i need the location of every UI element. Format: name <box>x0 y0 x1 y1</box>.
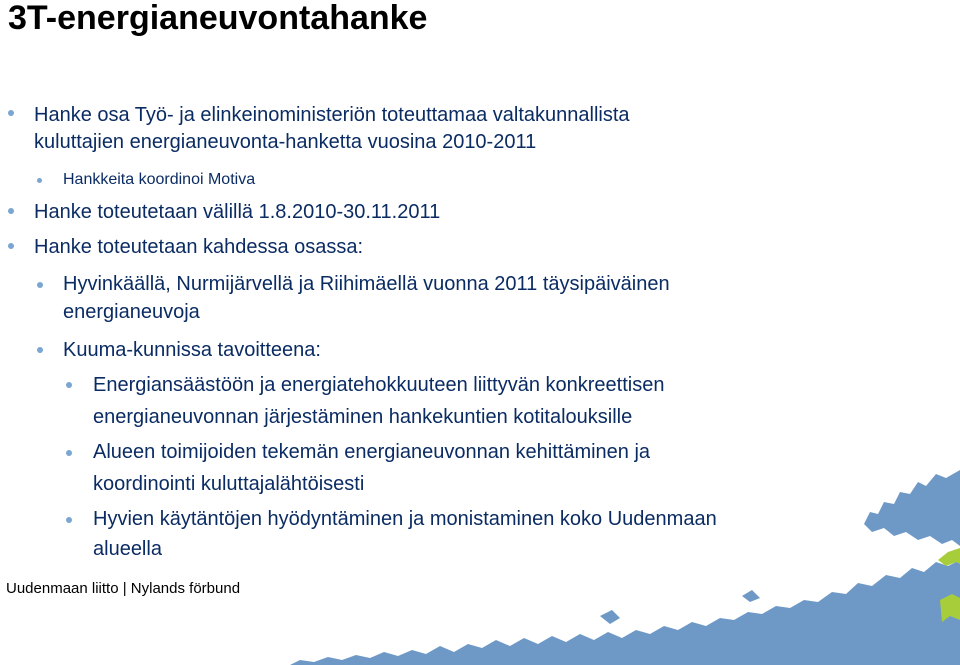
bullet-icon <box>37 347 43 353</box>
bullet-text: Hyvinkäällä, Nurmijärvellä ja Riihimäellä vuonna 2011 täysipäiväinen <box>63 273 670 295</box>
bullet-text: Hankkeita koordinoi Motiva <box>63 171 256 188</box>
map-island-shape <box>600 610 620 624</box>
bullet-icon <box>8 208 14 214</box>
bullet-icon <box>37 178 42 183</box>
map-island-shape <box>742 590 760 602</box>
bullet-text: koordinointi kuluttajalähtöisesti <box>93 473 365 495</box>
bullet-icon <box>66 450 72 456</box>
bullet-text: energianeuvonnan järjestäminen hankekuntien kotitalouksille <box>93 406 633 428</box>
bullet-text: Hanke osa Työ- ja elinkeinoministeriön toteuttamaa valtakunnallista <box>34 104 630 126</box>
bullet-text: alueella <box>93 538 162 560</box>
bullet-text: Energiansäästöön ja energiatehokkuuteen liittyvän konkreettisen <box>93 374 665 396</box>
bullet-text: Kuuma-kunnissa tavoitteena: <box>63 339 321 361</box>
bullet-icon <box>66 382 72 388</box>
bullet-text: Hanke toteutetaan välillä 1.8.2010-30.11.2011 <box>34 201 441 223</box>
bullet-text: kuluttajien energianeuvonta-hanketta vuosina 2010-2011 <box>34 131 537 153</box>
map-land-shape <box>290 560 960 665</box>
bullet-text: Alueen toimijoiden tekemän energianeuvonnan kehittäminen ja <box>93 441 651 463</box>
map-green-region <box>938 548 960 566</box>
page-title: 3T-energianeuvontahanke <box>8 0 428 37</box>
bullet-text: Hanke toteutetaan kahdessa osassa: <box>34 236 364 258</box>
bullet-icon <box>8 110 14 116</box>
map-green-region <box>940 594 960 622</box>
bullet-icon <box>37 282 43 288</box>
bullet-text: energianeuvoja <box>63 301 200 323</box>
bullet-icon <box>66 517 72 523</box>
map-coast-shape <box>864 470 960 546</box>
bullet-text: Hyvien käytäntöjen hyödyntäminen ja monistaminen koko Uudenmaan <box>93 508 717 530</box>
footer-organization: Uudenmaan liitto | Nylands förbund <box>6 580 241 597</box>
bullet-icon <box>8 243 14 249</box>
